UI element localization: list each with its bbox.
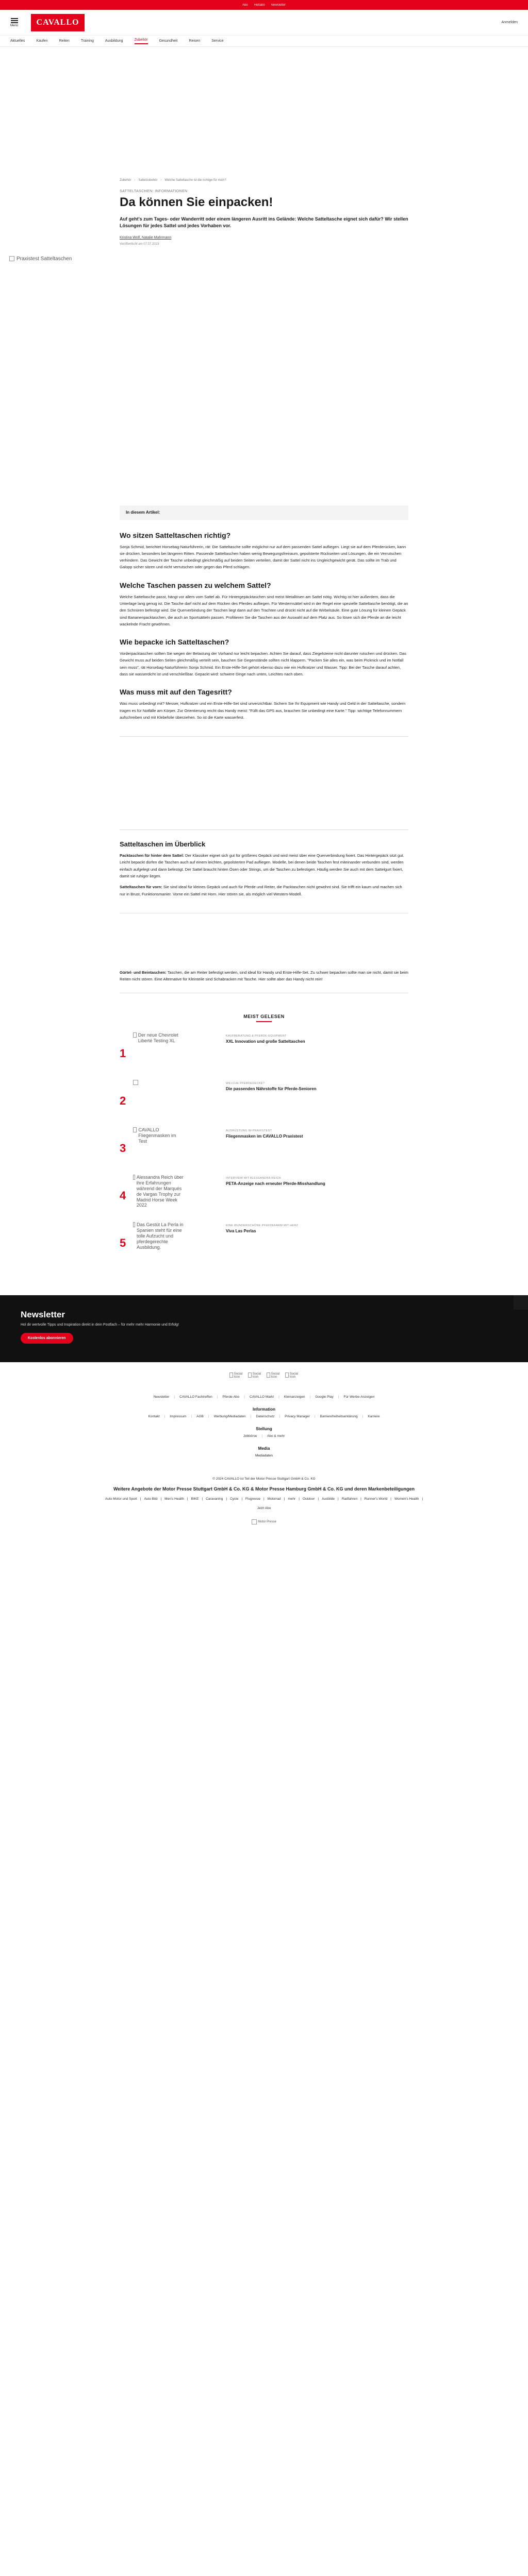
- summary-term: Gürtel- und Beintaschen:: [120, 970, 167, 975]
- publisher-logo[interactable]: [0, 1519, 528, 1524]
- most-read-headline[interactable]: PETA-Anzeige nach erneuter Pferde-Misshandlung: [226, 1181, 325, 1187]
- footer-heading-stellen: Stellung: [256, 1427, 272, 1432]
- most-read-section: [120, 1014, 408, 1264]
- publisher-link[interactable]: Auto Bild: [144, 1497, 158, 1501]
- divider: [120, 829, 408, 830]
- footer-separator: |: [187, 1497, 188, 1501]
- publisher-link[interactable]: Flugrevue: [245, 1497, 260, 1501]
- broken-image-icon: [267, 1372, 270, 1378]
- most-read-text: [226, 1032, 360, 1044]
- footer-links-info: [0, 1415, 528, 1418]
- menu-label: Menü: [10, 24, 19, 27]
- most-read-kicker: INTERVIEW MIT ALESSANDRA REICH: [226, 1177, 281, 1180]
- footer-separator: |: [278, 1395, 279, 1399]
- most-read-kicker: WELCHE PFERDEDECKE?: [226, 1082, 265, 1086]
- summary-item: [120, 852, 408, 879]
- footer-link[interactable]: Kontakt: [148, 1415, 160, 1419]
- publisher-link[interactable]: Cycle: [230, 1497, 239, 1501]
- nav-item[interactable]: Reisen: [189, 39, 201, 43]
- footer-link[interactable]: Werbung/Mediadaten: [213, 1415, 246, 1419]
- article-kicker: SATTELTASCHEN: INFORMATIONEN: [120, 190, 188, 193]
- broken-image-icon: [252, 1519, 257, 1524]
- social-icon-alt: Social Icon: [234, 1372, 243, 1379]
- article-intro: Auf geht's zum Tages- oder Wanderritt oder einem längeren Ausritt ins Gelände: Welche Satteltasche eignet sich dafür? Wir stellen Lösungen für jedes Sattel und jedes Vorhaben vor.: [120, 216, 408, 229]
- most-read-headline[interactable]: Die passenden Nährstoffe für Pferde-Senioren: [226, 1087, 317, 1092]
- social-icon-alt: Social Icon: [289, 1372, 299, 1379]
- rank-number: 2: [120, 1094, 126, 1108]
- article-title: Da können Sie einpacken!: [120, 195, 273, 209]
- newsletter-side-panel: [514, 1295, 528, 1310]
- article-date: Veröffentlicht am 07.07.2023: [120, 242, 159, 246]
- publisher-link[interactable]: Outdoor: [302, 1497, 315, 1501]
- footer-separator: |: [318, 1497, 319, 1501]
- footer-links-primary: [0, 1395, 528, 1399]
- most-read-text: [226, 1080, 360, 1092]
- breadcrumb-current: Welche Satteltasche ist die richtige für mich?: [164, 179, 226, 182]
- publisher-link[interactable]: mehr: [288, 1497, 296, 1501]
- summary-text: Taschen, die am Reiter befestigt werden, sind ideal für Handy und Erste-Hilfe-Set. Zu schwer bepacken sollte man sie nicht, damit sie beim Reiten nicht stören. Eine Alternative für Kleinteile sind Schabracken mit Tasche. Hier sollte aber das Handy nicht rein!: [120, 970, 408, 982]
- most-read-text: [226, 1175, 360, 1187]
- login-link[interactable]: Anmelden: [501, 21, 518, 24]
- footer-heading-info: Information: [253, 1407, 275, 1412]
- most-read-item[interactable]: [120, 1127, 408, 1170]
- social-icon[interactable]: [285, 1372, 299, 1386]
- publisher-link[interactable]: Radfahren: [341, 1497, 358, 1501]
- summary-text: Sie sind ideal für kleines Gepäck und auch für Pferde und Reiter, die Packtaschen nicht gewohnt sind. Sie trifft ein kaum und machen sich nur in Brust, Funktionsmanier. Vorne ein Sattel mit Horn. Hier stören sie, als möglich viel Western-Modell.: [120, 885, 402, 896]
- broken-image-icon: [133, 1032, 137, 1038]
- thumbnail-alt: CAVALLO Fliegenmasken im Test: [138, 1127, 176, 1144]
- most-read-thumbnail: [133, 1127, 185, 1163]
- broken-image-icon: [133, 1175, 135, 1180]
- breadcrumb-separator: ›: [160, 179, 162, 182]
- section-heading: Welche Taschen passen zu welchem Sattel?: [120, 581, 271, 589]
- thumbnail-alt: Der neue Chevrolet Liberté Testing XL: [138, 1032, 178, 1044]
- top-promo-bar: [0, 0, 528, 10]
- footer-separator: |: [191, 1415, 192, 1419]
- social-links: [0, 1372, 528, 1386]
- footer-separator: |: [279, 1415, 280, 1419]
- nav-item-active[interactable]: Zubehör: [135, 38, 148, 44]
- newsletter-title: Newsletter: [21, 1310, 65, 1320]
- broken-image-icon: [133, 1127, 137, 1132]
- footer-separator: |: [208, 1415, 209, 1419]
- rank-number: 3: [120, 1142, 126, 1155]
- most-read-thumbnail: [133, 1222, 185, 1258]
- publisher-link[interactable]: BIKE: [191, 1497, 199, 1501]
- broken-image-icon: [248, 1372, 252, 1378]
- newsletter-subscribe-button[interactable]: Kostenlos abonnieren: [21, 1333, 73, 1344]
- most-read-headline[interactable]: Viva Las Perlas: [226, 1229, 256, 1234]
- footer-link[interactable]: Pferde-Abo: [222, 1395, 240, 1399]
- nav-item[interactable]: Service: [211, 39, 224, 43]
- thumbnail-alt: Das Gestüt La Perla in Spanien steht für eine tolle Aufzucht und pferdegerechte Ausbildung.: [137, 1222, 184, 1250]
- publisher-logo-alt: Motor Presse: [258, 1520, 276, 1523]
- footer-link[interactable]: Für Werbe-Anzeigen: [343, 1395, 375, 1399]
- nav-item[interactable]: Training: [80, 39, 94, 43]
- footer-separator: |: [362, 1415, 364, 1419]
- summary-term: Packtaschen für hinter dem Sattel:: [120, 853, 184, 858]
- site-header: [0, 10, 528, 36]
- nav-item[interactable]: Gesundheit: [159, 39, 178, 43]
- publisher-link[interactable]: Motorrad: [267, 1497, 281, 1501]
- most-read-headline[interactable]: Fliegenmasken im CAVALLO Praxistest: [226, 1134, 303, 1139]
- footer-link[interactable]: Privacy Manager: [285, 1415, 310, 1419]
- publisher-link[interactable]: Ausbilde: [322, 1497, 335, 1501]
- broken-image-icon: [285, 1372, 289, 1378]
- breadcrumb-item[interactable]: Sattelzubehör: [138, 179, 158, 182]
- nav-item[interactable]: Reiten: [59, 39, 70, 43]
- most-read-text: [226, 1222, 360, 1234]
- hero-image-alt: [9, 256, 72, 262]
- footer-separator: |: [164, 1415, 166, 1419]
- most-read-item[interactable]: [120, 1222, 408, 1264]
- footer-link[interactable]: AGB: [196, 1415, 204, 1419]
- footer-link[interactable]: Kleinanzeigen: [284, 1395, 305, 1399]
- breadcrumb-item[interactable]: Zubehör: [120, 179, 131, 182]
- most-read-thumbnail: [133, 1175, 185, 1211]
- most-read-text: [226, 1127, 360, 1139]
- footer-separator: |: [299, 1497, 300, 1501]
- most-read-headline[interactable]: XXL Innovation und große Satteltaschen: [226, 1039, 305, 1044]
- broken-image-icon: [9, 256, 14, 261]
- footer-separator: |: [422, 1497, 423, 1501]
- most-read-item[interactable]: [120, 1080, 408, 1122]
- footer-separator: |: [250, 1415, 252, 1419]
- section-text: Welche Satteltasche passt, hängt vor allem vom Sattel ab. Für Hintergepäcktaschen sind meist Metallösen am Sattel nötig. Wichtig ist hier außerdem, dass die Unterlage lang genug ist. Die Tasche darf nicht auf dem Rücken des Pferdes aufliegen. Für Westernsättel wird in der Regel eine spezielle Satteltasche benötigt, die an den Schnüren befestigt wird. Die Querverbindung der Taschen liegt dann auf den Trachten und drückt nicht auf die Wirbelsäule. Eine gute Lösung für kleinen Gepäck sind Bananenpacktaschen, die auch an Sportsätteln passen. Profitieren Sie die Taschen aus der Auswahl auf dem Platz aus. So lösen sich die Pferde an die leicht wackelnde Fracht gewöhnen.: [120, 594, 408, 626]
- social-icon[interactable]: [267, 1372, 280, 1386]
- footer-link[interactable]: Datenschutz: [256, 1415, 275, 1419]
- footer-separator: |: [241, 1497, 243, 1501]
- rank-number: 5: [120, 1236, 126, 1250]
- topbar-link-heftabo[interactable]: Heftabo: [254, 3, 265, 7]
- thumbnail-alt: Alessandra Reich über ihre Erfahrungen während der Marqués de Vargas Trophy zur Madrid Horse Week 2022: [136, 1175, 184, 1208]
- most-read-kicker: KAUFBERATUNG & PFERDE-EQUIPMENT: [226, 1035, 287, 1038]
- footer-separator: |: [314, 1415, 316, 1419]
- footer-separator: |: [284, 1497, 285, 1501]
- publisher-link[interactable]: Women's Health: [394, 1497, 419, 1501]
- social-icon-alt: Social Icon: [271, 1372, 280, 1379]
- footer-separator: |: [174, 1395, 175, 1399]
- social-icon[interactable]: [229, 1372, 243, 1386]
- footer-link[interactable]: Barrierefreiheitserklärung: [320, 1415, 358, 1419]
- footer-separator: |: [390, 1497, 391, 1501]
- copyright: © 2024 CAVALLO ist Teil der Motor Presse Stuttgart GmbH & Co. KG: [212, 1477, 316, 1481]
- footer-heading-media: Media: [258, 1446, 270, 1451]
- article-author[interactable]: Kristina Wolf, Natalie Mahrmann: [120, 235, 172, 240]
- footer-link[interactable]: Impressum: [170, 1415, 187, 1419]
- table-of-contents[interactable]: [120, 505, 408, 520]
- hero-image-alt-text: Praxistest Satteltaschen: [16, 256, 72, 262]
- footer-separator: |: [244, 1395, 245, 1399]
- most-read-thumbnail: [133, 1032, 185, 1069]
- ad-placeholder: [120, 737, 408, 814]
- most-read-thumbnail: [133, 1080, 185, 1116]
- footer-links-stellen: [0, 1434, 528, 1438]
- footer-separator: |: [226, 1497, 227, 1501]
- rank-number: 1: [120, 1047, 126, 1060]
- footer-separator: |: [263, 1497, 265, 1501]
- hero-image: [0, 256, 528, 483]
- topbar-link-abo[interactable]: Abo: [242, 3, 248, 7]
- article-container: [16, 179, 423, 1524]
- most-read-item[interactable]: [120, 1175, 408, 1217]
- nav-item[interactable]: Ausbildung: [105, 39, 123, 43]
- most-read-item[interactable]: [120, 1032, 408, 1075]
- footer-link[interactable]: CAVALLO Markt: [250, 1395, 274, 1399]
- summary-item: [120, 969, 408, 983]
- section-heading: Wo sitzen Satteltaschen richtig?: [120, 531, 231, 539]
- hamburger-icon: [11, 22, 18, 23]
- footer-link[interactable]: Newsletter: [153, 1395, 170, 1399]
- footer-link[interactable]: Google Play: [315, 1395, 334, 1399]
- summary-item: [120, 884, 408, 897]
- publisher-heading: Weitere Angebote der Motor Presse Stuttgart GmbH & Co. KG & Motor Presse Hamburg GmbH & Co. KG und deren Markenbeteiligungen: [113, 1486, 415, 1492]
- broken-image-icon: [229, 1372, 233, 1378]
- publisher-link[interactable]: Men's Health: [164, 1497, 184, 1501]
- site-logo[interactable]: CAVALLO: [31, 14, 85, 31]
- publisher-link[interactable]: Auto Motor und Sport: [105, 1497, 137, 1501]
- footer-separator: |: [261, 1434, 263, 1438]
- footer-separator: |: [338, 1497, 339, 1501]
- most-read-kicker: AUSRÜSTUNG IM PRAXISTEST: [226, 1129, 272, 1133]
- section-heading: Wie bepacke ich Satteltaschen?: [120, 638, 229, 647]
- section-text: Vorderpacktaschen sollten Sie wegen der Belastung der Vorhand nur leicht bepacken. Achten Sie darauf, dass Ziegelsteine nicht darunter rutschen und drücken. Das Gewicht muss auf beiden Seiten gleichmäßig verteilt sein, bauchen Sie Gegenstände sollten nicht klappern. "Packen Sie alles ein, was beim Picknick und im Notfall sein muss", rät Horsebag-Naturführerin Sonja Schmid. Ein Erste-Hilfe-Set gehört ebenso dazu wie ein Hufkratzer und Wasser. Tipp: Bei der Tasche darauf achten, dass sie wasserdicht ist und verschließbar. Gepackt wird: schwere Dinge nach unten, Leichtes nach oben.: [120, 651, 406, 676]
- breadcrumb: [120, 179, 408, 182]
- summary-heading: Satteltaschen im Überblick: [120, 840, 206, 849]
- toc-label: In diesem Artikel:: [126, 510, 160, 515]
- footer-separator: |: [338, 1395, 339, 1399]
- section-text: Sonja Schmid, berichtet Horsebag-Naturführerin, rät: Die Satteltasche sollte möglichst nur auf dem passenden Sattel aufliegen. Liegt sie auf dem Pferderücken, kann sie drücken, besonders bei längeren Ritten. Passende Satteltaschen haben wenig Bewegungsfreiraum, gepolsterte Rückseiten und Lösungen, die ein Verrutschen verhindern. Das Gewicht der Tasche unbedingt gleichmäßig auf beiden Seiten verteilen, damit der Sattel nicht ins Ungleichgewicht gerät. Das sollte im Trab und Galopp sicher sitzen und nicht verrutschen oder gegen das Pferd schlagen.: [120, 544, 406, 570]
- menu-button[interactable]: [10, 18, 18, 27]
- footer-link[interactable]: Mediadaten: [255, 1454, 273, 1458]
- section-text: Was muss unbedingt mit? Messer, Hufkratzer und ein Erste-Hilfe-Set sind unverzichtbar. Sichern Sie Ihr Equipment wie Handy und Geld in der Satteltasche, sondern tragen es für Notfälle am Körper. Zur Orientierung reicht das Handy meist: "Füllt das GPS aus, brauchen Sie unbedingt eine Karte." Tipp: wichtige Telefonnummern aufschreiben und mit Klebefolie überziehen. So ist die Karte wasserfest.: [120, 701, 406, 720]
- publisher-links: [0, 1496, 528, 1511]
- nav-item[interactable]: Aktuelles: [10, 39, 25, 43]
- publisher-link[interactable]: Jetzt Abo: [257, 1506, 271, 1510]
- broken-image-icon: [133, 1080, 138, 1085]
- publisher-link[interactable]: Runner's World: [364, 1497, 388, 1501]
- footer-separator: |: [202, 1497, 203, 1501]
- footer-separator: |: [360, 1497, 361, 1501]
- social-icon[interactable]: [248, 1372, 261, 1386]
- most-read-title: MEIST GELESEN: [243, 1014, 285, 1020]
- newsletter-banner: [0, 1295, 528, 1362]
- most-read-underline: [256, 1021, 272, 1022]
- publisher-link[interactable]: Caravaning: [206, 1497, 223, 1501]
- most-read-list: [120, 1032, 408, 1264]
- footer-link[interactable]: CAVALLO Fachtreffen: [179, 1395, 212, 1399]
- most-read-kicker: EINE WUNDERSCHÖNE PFERDEFARM MIT HERZ: [226, 1224, 299, 1228]
- summary-text: Der Klassiker eignet sich gut für größeres Gepäck und wird meist über eine Querverbindung fixiert. Das Hintergepäck sitzt gut. Leicht bepackt dürfen die Taschen auch auf einem leichten, gepolsterten Pad aufliegen. Modelle, bei denen beide Taschen fest miteinander verbunden sind, werden einfach aufgelegt und dann befestigt. Der Sattel braucht hinten Ösen oder Strings, um die Taschen zu befestigen. Häufig werden Sie auch mit dem Sattelgurt fixiert, damit sie ruhiger liegen.: [120, 853, 404, 878]
- section-heading: Was muss mit auf den Tagesritt?: [120, 688, 232, 697]
- newsletter-text: Hol dir wertvolle Tipps und Inspiration direkt in dein Postfach – für mehr mehr Harmonie und Erfolg!: [21, 1323, 179, 1327]
- footer-separator: |: [140, 1497, 141, 1501]
- footer-separator: |: [309, 1395, 311, 1399]
- hamburger-icon: [11, 20, 18, 21]
- summary-term: Satteltaschen für vorn:: [120, 885, 162, 890]
- nav-item[interactable]: Kaufen: [36, 39, 48, 43]
- breadcrumb-separator: ›: [134, 179, 136, 182]
- topbar-link-newsletter[interactable]: Newsletter: [271, 3, 286, 7]
- footer-separator: |: [217, 1395, 218, 1399]
- footer-link[interactable]: Abo & mehr: [267, 1434, 285, 1438]
- hamburger-icon: [11, 18, 18, 19]
- footer-link[interactable]: Jobbörse: [243, 1434, 257, 1438]
- broken-image-icon: [133, 1222, 135, 1227]
- footer-link[interactable]: Karriere: [368, 1415, 380, 1419]
- ad-placeholder: [120, 913, 408, 965]
- site-footer: [0, 1362, 528, 1524]
- social-icon-alt: Social Icon: [252, 1372, 261, 1379]
- main-nav: [0, 36, 528, 47]
- rank-number: 4: [120, 1189, 126, 1202]
- footer-separator: |: [160, 1497, 162, 1501]
